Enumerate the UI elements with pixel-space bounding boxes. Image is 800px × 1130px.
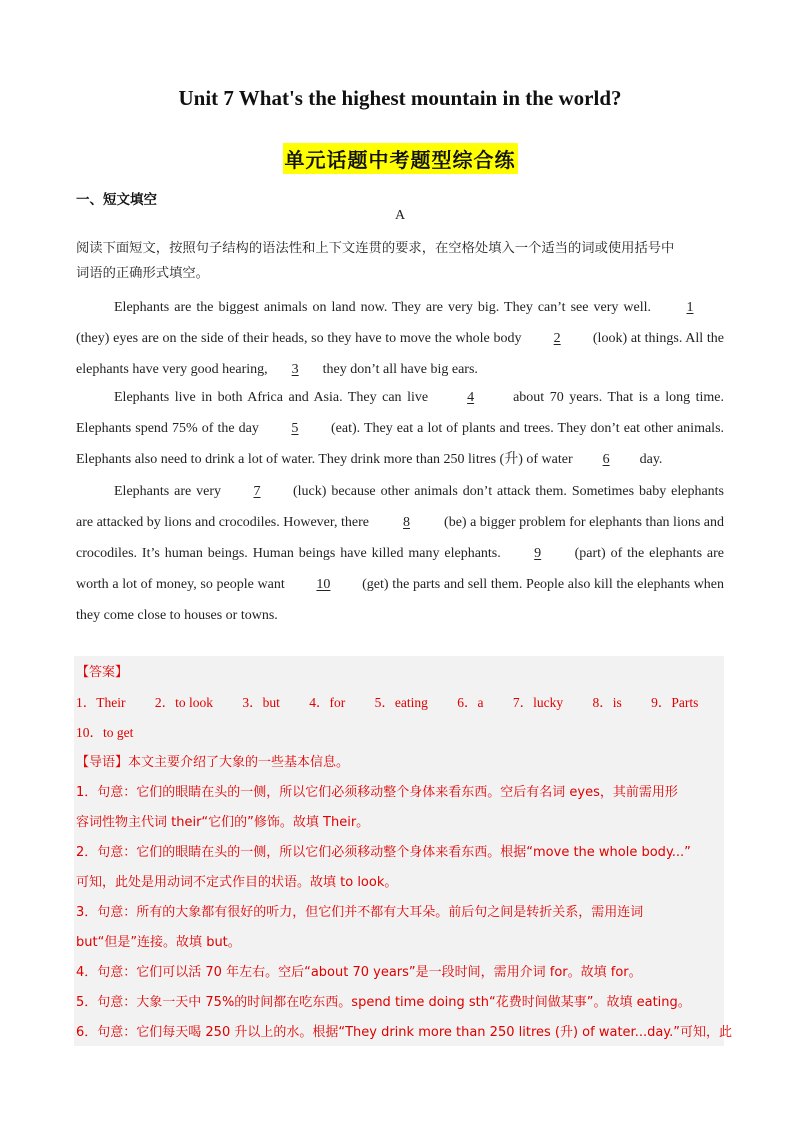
- guide-label: 【导语】: [76, 755, 129, 770]
- answer-section: [74, 656, 733, 1046]
- blank-4: 4: [467, 390, 475, 405]
- answer-item: 1．Their: [76, 695, 126, 710]
- passage-paragraph-1: [76, 292, 724, 385]
- instructions: [76, 236, 726, 286]
- explanation-3-line-1: 3．句意：所有的大象都有很好的听力，但它们并不都有大耳朵。前后句之间是转折关系，需用连词: [76, 905, 644, 920]
- passage-text: (eat). They eat a lot of plants and trees. They don’t eat other animals. Elephants also need to drink a lot of water. They drink more than 250 litres (升) of water: [76, 421, 725, 467]
- section-heading: 一、短文填空: [76, 192, 157, 208]
- answer-item-10: 10．to get: [76, 725, 134, 740]
- guide-line: [76, 748, 722, 778]
- explanation-2-line-1: 2．句意：它们的眼睛在头的一侧，所以它们必须移动整个身体来看东西。根据“move the whole body...”: [76, 845, 691, 860]
- blank-5: 5: [291, 421, 299, 436]
- answer-item: 2．to look: [154, 695, 214, 710]
- answer-label: 【答案】: [76, 665, 129, 680]
- passage-text: they don’t all have big ears.: [322, 362, 478, 377]
- answer-item: 6．a: [457, 695, 484, 710]
- guide-text: 本文主要介绍了大象的一些基本信息。: [128, 755, 350, 770]
- blank-2: 2: [553, 331, 561, 346]
- answer-item: 9．Parts: [651, 695, 699, 710]
- blank-6: 6: [602, 452, 610, 467]
- instructions-line: 词语的正确形式填空。: [76, 266, 209, 281]
- subtitle-wrap: [0, 143, 800, 174]
- passage-paragraph-3: [76, 476, 724, 631]
- passage-text: (part) of the elephants are worth a lot of money, so people want: [76, 546, 725, 592]
- page-title: Unit 7 What's the highest mountain in the world?: [178, 86, 622, 110]
- passage-label: A: [394, 208, 406, 223]
- explanation-3-line-2: but“但是”连接。故填 but。: [76, 935, 241, 950]
- explanation-2-line-2: 可知，此处是用动词不定式作目的状语。故填 to look。: [76, 875, 398, 890]
- passage-text: (luck) because other animals don’t attack them. Sometimes baby elephants are attacked by lions and crocodiles. However, there: [76, 484, 725, 530]
- blank-1: 1: [686, 300, 694, 315]
- passage-text: day.: [639, 452, 663, 467]
- instructions-line: 阅读下面短文，按照句子结构的语法性和上下文连贯的要求，在空格处填入一个适当的词或使用括号中: [76, 241, 675, 256]
- passage-paragraph-2: [76, 382, 724, 475]
- explanation-5: 5．句意：大象一天中 75%的时间都在吃东西。spend time doing sth“花费时间做某事”。故填 eating。: [76, 995, 691, 1010]
- passage-text: (they) eyes are on the side of their heads, so they have to move the whole body: [76, 331, 522, 346]
- blank-9: 9: [534, 546, 542, 561]
- passage-text: (be) a bigger problem for elephants than lions and crocodiles. It’s human beings. Human beings have killed many elephants.: [76, 515, 725, 561]
- answer-item: 3．but: [242, 695, 280, 710]
- passage-text: Elephants are very: [114, 484, 222, 499]
- answer-list: [76, 688, 698, 718]
- blank-8: 8: [403, 515, 411, 530]
- answer-item: 8．is: [592, 695, 622, 710]
- explanation-4: 4．句意：它们可以活 70 年左右。空后“about 70 years”是一段时间，需用介词 for。故填 for。: [76, 965, 642, 980]
- explanation-1-line-1: 1．句意：它们的眼睛在头的一侧，所以它们必须移动整个身体来看东西。空后有名词 eyes，其前需用形: [76, 785, 678, 800]
- page-subtitle: 单元话题中考题型综合练: [283, 143, 518, 174]
- passage-text: (get) the parts and sell them. People also kill the elephants when they come close to houses or towns.: [76, 577, 725, 623]
- answer-item: 4．for: [309, 695, 346, 710]
- answer-item: 5．eating: [374, 695, 428, 710]
- passage-text: Elephants are the biggest animals on land now. They are very big. They can’t see very well.: [114, 300, 651, 315]
- explanation-1-line-2: 容词性物主代词 their“它们的”修饰。故填 Their。: [76, 815, 370, 830]
- explanation-6: 6．句意：它们每天喝 250 升以上的水。根据“They drink more than 250 litres (升) of water...day.”可知，此: [76, 1025, 733, 1040]
- answer-item: 7．lucky: [512, 695, 564, 710]
- passage-text: (look) at things. All the elephants have very good hearing,: [76, 331, 725, 377]
- passage-text: about 70 years. That is a long time. Elephants spend 75% of the day: [76, 390, 725, 436]
- blank-3: 3: [291, 362, 299, 377]
- blank-7: 7: [253, 484, 261, 499]
- blank-10: 10: [316, 577, 331, 592]
- passage-text: Elephants live in both Africa and Asia. They can live: [114, 390, 429, 405]
